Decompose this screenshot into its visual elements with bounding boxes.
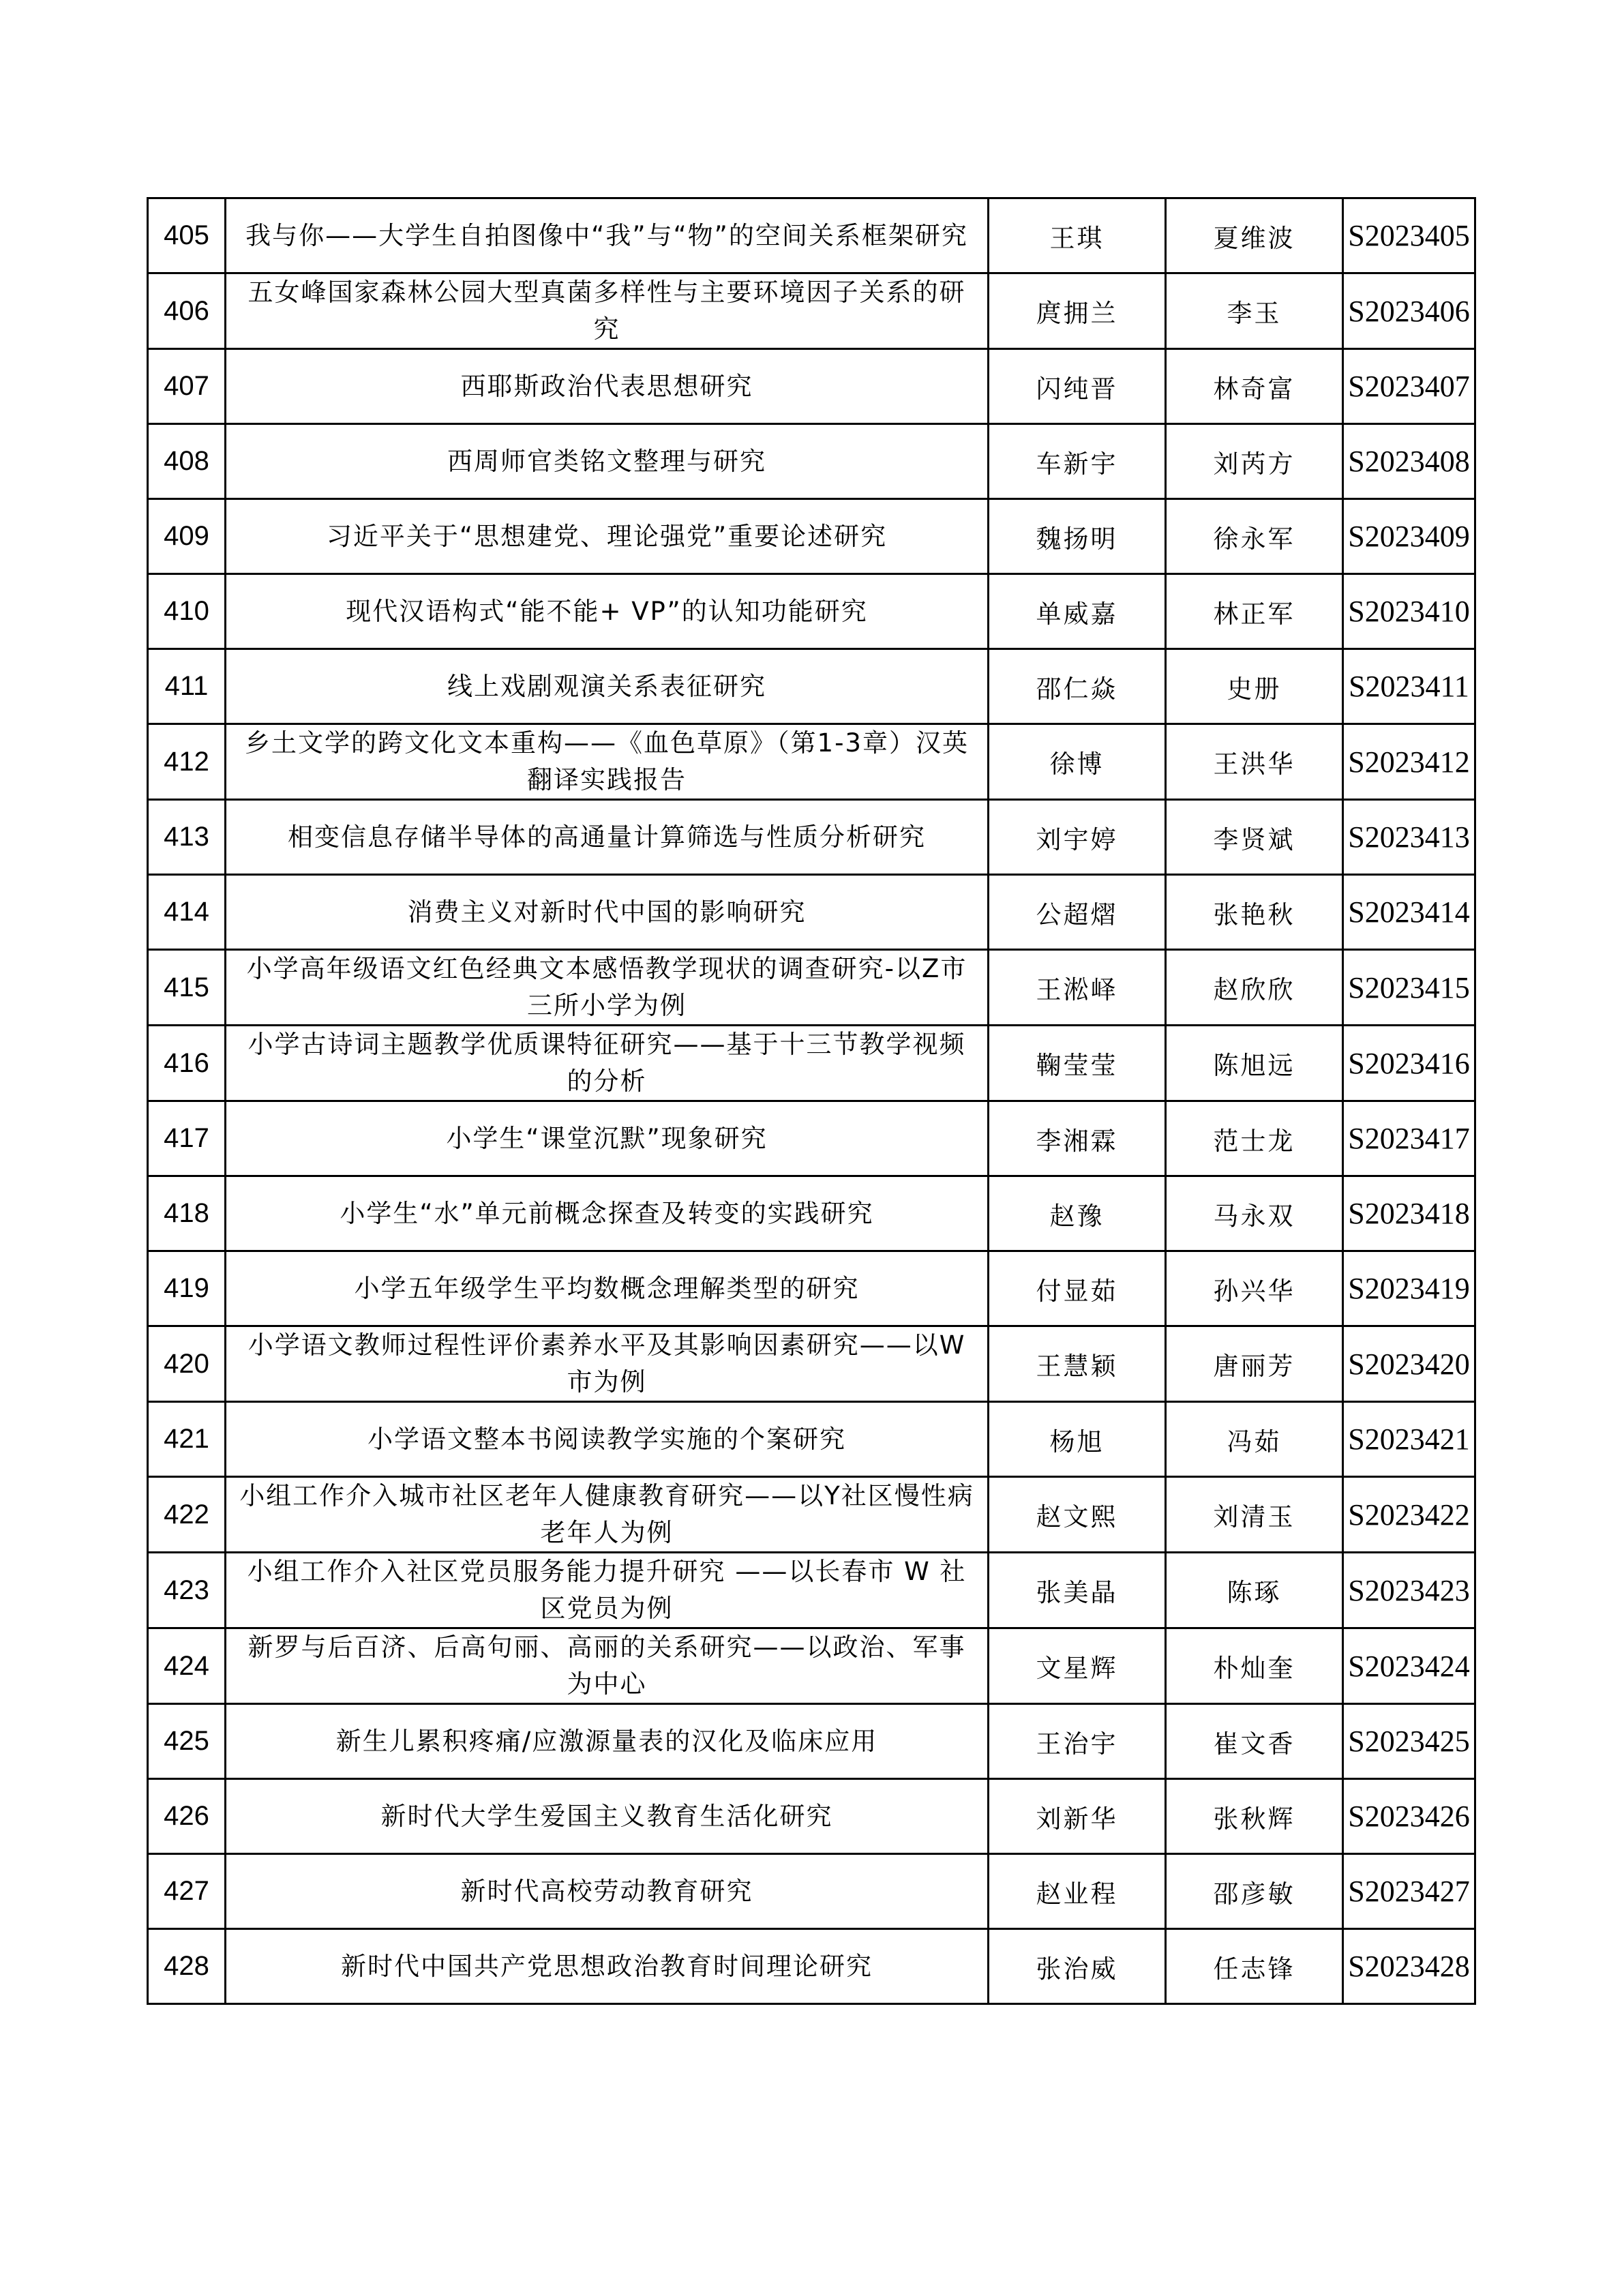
project-advisor: 邵彦敏 xyxy=(1213,1879,1295,1909)
project-number: 419 xyxy=(164,1273,209,1303)
project-code-cell xyxy=(1343,1326,1475,1402)
table-row xyxy=(148,800,1475,875)
project-number: 428 xyxy=(164,1951,209,1981)
project-name: 新罗与后百济、后高句丽、高丽的关系研究——以政治、军事为中心 xyxy=(247,1632,966,1699)
table-row xyxy=(148,1176,1475,1251)
project-advisor-cell xyxy=(1166,273,1343,349)
project-leader: 赵业程 xyxy=(1036,1879,1118,1909)
project-advisor-cell xyxy=(1166,349,1343,424)
project-number: 426 xyxy=(164,1801,209,1831)
project-advisor-cell xyxy=(1166,1176,1343,1251)
project-leader: 刘宇婷 xyxy=(1036,824,1118,854)
project-advisor-cell xyxy=(1166,1026,1343,1101)
project-name-cell xyxy=(226,800,989,875)
project-advisor: 孙兴华 xyxy=(1213,1276,1295,1306)
project-advisor-cell xyxy=(1166,1326,1343,1402)
table-row xyxy=(148,1026,1475,1101)
project-advisor: 王洪华 xyxy=(1213,749,1295,779)
project-name: 小学语文整本书阅读教学实施的个案研究 xyxy=(367,1424,846,1454)
project-leader: 徐博 xyxy=(1049,749,1105,779)
project-advisor: 陈琢 xyxy=(1227,1578,1282,1607)
project-advisor-cell xyxy=(1166,1251,1343,1326)
project-name: 五女峰国家森林公园大型真菌多样性与主要环境因子关系的研究 xyxy=(247,278,966,344)
project-number: 424 xyxy=(164,1650,209,1681)
project-advisor-cell xyxy=(1166,574,1343,649)
project-advisor: 徐永军 xyxy=(1213,524,1295,554)
project-advisor-cell xyxy=(1166,800,1343,875)
project-number: 417 xyxy=(164,1123,209,1153)
project-name: 小学高年级语文红色经典文本感悟教学现状的调查研究-以Z市三所小学为例 xyxy=(246,954,967,1020)
project-code: S2023420 xyxy=(1348,1347,1470,1381)
project-name: 新时代高校劳动教育研究 xyxy=(460,1876,753,1906)
project-leader: 庹拥兰 xyxy=(1036,299,1118,328)
project-name: 新时代大学生爱国主义教育生活化研究 xyxy=(380,1801,833,1831)
project-code-cell xyxy=(1343,424,1475,499)
project-number: 421 xyxy=(164,1424,209,1454)
project-number-cell xyxy=(148,1402,226,1477)
project-number: 413 xyxy=(164,822,209,852)
project-leader-cell xyxy=(989,574,1166,649)
table-body xyxy=(148,198,1475,2004)
project-code-cell xyxy=(1343,1704,1475,1779)
project-advisor: 夏维波 xyxy=(1213,223,1295,253)
project-code: S2023417 xyxy=(1348,1122,1470,1155)
project-number-cell xyxy=(148,1101,226,1176)
project-code-cell xyxy=(1343,800,1475,875)
project-name-cell xyxy=(226,1026,989,1101)
project-advisor: 刘清玉 xyxy=(1213,1502,1295,1532)
project-code: S2023413 xyxy=(1348,820,1470,854)
project-name-cell xyxy=(226,1779,989,1854)
project-leader-cell xyxy=(989,1628,1166,1704)
project-advisor: 范士龙 xyxy=(1213,1126,1295,1156)
project-code: S2023418 xyxy=(1348,1197,1470,1230)
project-code: S2023419 xyxy=(1348,1272,1470,1305)
project-advisor-cell xyxy=(1166,198,1343,273)
table-row xyxy=(148,649,1475,724)
project-number-cell xyxy=(148,1779,226,1854)
project-leader: 邵仁焱 xyxy=(1036,674,1118,704)
project-leader: 鞠莹莹 xyxy=(1036,1051,1118,1080)
project-leader: 魏扬明 xyxy=(1036,524,1118,554)
project-number-cell xyxy=(148,574,226,649)
project-name: 新时代中国共产党思想政治教育时间理论研究 xyxy=(341,1951,873,1981)
project-leader-cell xyxy=(989,1929,1166,2004)
project-name-cell xyxy=(226,1176,989,1251)
project-name-cell xyxy=(226,1251,989,1326)
project-number-cell xyxy=(148,1176,226,1251)
project-name: 乡土文学的跨文化文本重构——《血色草原》（第1-3章）汉英翻译实践报告 xyxy=(245,728,969,794)
project-number-cell xyxy=(148,1326,226,1402)
project-name: 线上戏剧观演关系表征研究 xyxy=(447,671,766,701)
project-name-cell xyxy=(226,198,989,273)
project-leader-cell xyxy=(989,1779,1166,1854)
project-code: S2023415 xyxy=(1348,970,1470,1004)
project-name: 新生儿累积疼痛/应激源量表的汉化及临床应用 xyxy=(335,1726,878,1756)
project-number: 411 xyxy=(164,671,209,701)
project-leader-cell xyxy=(989,1553,1166,1628)
project-name-cell xyxy=(226,1704,989,1779)
table-row xyxy=(148,1402,1475,1477)
project-code: S2023406 xyxy=(1348,294,1470,328)
project-advisor-cell xyxy=(1166,1929,1343,2004)
project-number-cell xyxy=(148,724,226,800)
project-number: 407 xyxy=(164,371,209,401)
project-advisor: 马永双 xyxy=(1213,1201,1295,1231)
project-name-cell xyxy=(226,950,989,1026)
project-number: 425 xyxy=(164,1726,209,1756)
project-leader-cell xyxy=(989,349,1166,424)
project-advisor-cell xyxy=(1166,875,1343,950)
project-name-cell xyxy=(226,1402,989,1477)
project-code: S2023408 xyxy=(1348,445,1470,478)
project-code-cell xyxy=(1343,1477,1475,1553)
table-row xyxy=(148,574,1475,649)
project-code: S2023425 xyxy=(1348,1725,1470,1758)
project-number-cell xyxy=(148,1026,226,1101)
project-leader-cell xyxy=(989,1704,1166,1779)
project-code-cell xyxy=(1343,1176,1475,1251)
project-number: 422 xyxy=(164,1499,209,1530)
table-row xyxy=(148,724,1475,800)
project-code-cell xyxy=(1343,1929,1475,2004)
project-name: 西耶斯政治代表思想研究 xyxy=(460,371,753,401)
project-leader: 刘新华 xyxy=(1036,1804,1118,1834)
project-number-cell xyxy=(148,1929,226,2004)
project-number-cell xyxy=(148,875,226,950)
project-number-cell xyxy=(148,1251,226,1326)
project-name-cell xyxy=(226,1929,989,2004)
project-number: 414 xyxy=(164,897,209,927)
project-leader-cell xyxy=(989,724,1166,800)
table-row xyxy=(148,1326,1475,1402)
project-leader-cell xyxy=(989,875,1166,950)
project-code-cell xyxy=(1343,349,1475,424)
table-row xyxy=(148,1779,1475,1854)
project-code: S2023427 xyxy=(1348,1875,1470,1908)
project-name-cell xyxy=(226,1477,989,1553)
project-name-cell xyxy=(226,574,989,649)
project-number-cell xyxy=(148,649,226,724)
project-list-table xyxy=(147,197,1476,2005)
project-name-cell xyxy=(226,1101,989,1176)
project-code: S2023410 xyxy=(1348,595,1470,628)
project-leader: 赵豫 xyxy=(1049,1201,1105,1231)
table-row xyxy=(148,1704,1475,1779)
project-name: 相变信息存储半导体的高通量计算筛选与性质分析研究 xyxy=(288,822,926,852)
project-number-cell xyxy=(148,1553,226,1628)
project-code: S2023412 xyxy=(1348,745,1470,779)
project-leader-cell xyxy=(989,1176,1166,1251)
project-leader-cell xyxy=(989,1402,1166,1477)
project-advisor-cell xyxy=(1166,1704,1343,1779)
project-code: S2023423 xyxy=(1348,1573,1470,1607)
project-code: S2023411 xyxy=(1349,670,1469,703)
project-name-cell xyxy=(226,499,989,574)
project-number: 427 xyxy=(164,1876,209,1906)
project-name: 西周师官类铭文整理与研究 xyxy=(447,446,766,476)
project-advisor: 林奇富 xyxy=(1213,374,1295,404)
project-advisor: 朴灿奎 xyxy=(1213,1654,1295,1683)
project-leader: 公超熠 xyxy=(1036,899,1118,929)
table-row xyxy=(148,1628,1475,1704)
project-leader-cell xyxy=(989,1026,1166,1101)
project-number-cell xyxy=(148,950,226,1026)
project-advisor: 陈旭远 xyxy=(1213,1051,1295,1080)
project-name-cell xyxy=(226,1854,989,1929)
project-advisor: 林正军 xyxy=(1213,599,1295,629)
project-advisor-cell xyxy=(1166,424,1343,499)
project-leader-cell xyxy=(989,1326,1166,1402)
project-name: 小学生“水”单元前概念探查及转变的实践研究 xyxy=(340,1198,874,1228)
project-number: 412 xyxy=(164,746,209,777)
project-code: S2023409 xyxy=(1348,520,1470,553)
project-code-cell xyxy=(1343,1854,1475,1929)
table-row xyxy=(148,1553,1475,1628)
project-advisor: 任志锋 xyxy=(1213,1954,1295,1984)
table-row xyxy=(148,950,1475,1026)
project-code-cell xyxy=(1343,1026,1475,1101)
project-code: S2023421 xyxy=(1348,1422,1470,1456)
project-number: 408 xyxy=(164,446,209,476)
project-leader-cell xyxy=(989,1854,1166,1929)
project-code-cell xyxy=(1343,198,1475,273)
project-number: 420 xyxy=(164,1348,209,1379)
project-code-cell xyxy=(1343,1101,1475,1176)
project-advisor-cell xyxy=(1166,1628,1343,1704)
project-advisor-cell xyxy=(1166,1553,1343,1628)
project-number-cell xyxy=(148,1704,226,1779)
project-leader-cell xyxy=(989,1477,1166,1553)
project-name: 现代汉语构式“能不能+ VP”的认知功能研究 xyxy=(346,596,868,626)
project-number-cell xyxy=(148,424,226,499)
project-number-cell xyxy=(148,1628,226,1704)
project-advisor-cell xyxy=(1166,950,1343,1026)
project-advisor-cell xyxy=(1166,649,1343,724)
project-advisor: 张秋辉 xyxy=(1213,1804,1295,1834)
project-code-cell xyxy=(1343,273,1475,349)
project-name: 我与你——大学生自拍图像中“我”与“物”的空间关系框架研究 xyxy=(245,220,968,250)
table-row xyxy=(148,1477,1475,1553)
table-row xyxy=(148,424,1475,499)
project-number-cell xyxy=(148,198,226,273)
project-leader-cell xyxy=(989,424,1166,499)
project-code: S2023407 xyxy=(1348,370,1470,403)
project-number: 405 xyxy=(164,220,209,250)
project-leader: 张美晶 xyxy=(1036,1578,1118,1607)
project-code: S2023405 xyxy=(1348,219,1470,252)
project-advisor-cell xyxy=(1166,1101,1343,1176)
project-code-cell xyxy=(1343,875,1475,950)
project-advisor: 刘芮方 xyxy=(1213,449,1295,479)
project-advisor-cell xyxy=(1166,1477,1343,1553)
table-row xyxy=(148,273,1475,349)
project-leader: 闪纯晋 xyxy=(1036,374,1118,404)
project-name-cell xyxy=(226,349,989,424)
table-row xyxy=(148,1251,1475,1326)
project-number: 410 xyxy=(164,596,209,626)
project-name: 小学生“课堂沉默”现象研究 xyxy=(446,1123,768,1153)
project-leader-cell xyxy=(989,800,1166,875)
project-advisor: 冯茹 xyxy=(1227,1427,1282,1457)
project-code: S2023426 xyxy=(1348,1800,1470,1833)
table-row xyxy=(148,875,1475,950)
project-leader-cell xyxy=(989,499,1166,574)
project-advisor-cell xyxy=(1166,1402,1343,1477)
project-code-cell xyxy=(1343,1251,1475,1326)
project-leader: 王慧颖 xyxy=(1036,1352,1118,1381)
table-row xyxy=(148,1929,1475,2004)
project-advisor-cell xyxy=(1166,724,1343,800)
project-number: 406 xyxy=(164,295,209,326)
table-row xyxy=(148,499,1475,574)
project-code-cell xyxy=(1343,724,1475,800)
project-leader: 付显茹 xyxy=(1036,1276,1118,1306)
project-name: 消费主义对新时代中国的影响研究 xyxy=(407,897,807,927)
project-code-cell xyxy=(1343,1628,1475,1704)
project-number-cell xyxy=(148,1477,226,1553)
project-leader: 王治宇 xyxy=(1036,1729,1118,1759)
project-name: 小学古诗词主题教学优质课特征研究——基于十三节教学视频的分析 xyxy=(247,1030,966,1096)
project-number-cell xyxy=(148,800,226,875)
project-leader-cell xyxy=(989,273,1166,349)
project-number: 409 xyxy=(164,521,209,551)
project-leader: 王淞峄 xyxy=(1036,975,1118,1004)
project-name-cell xyxy=(226,424,989,499)
table-row xyxy=(148,349,1475,424)
project-name-cell xyxy=(226,273,989,349)
project-code: S2023414 xyxy=(1348,895,1470,929)
project-code-cell xyxy=(1343,1553,1475,1628)
project-name-cell xyxy=(226,875,989,950)
project-code-cell xyxy=(1343,1402,1475,1477)
table-row xyxy=(148,1854,1475,1929)
project-name: 习近平关于“思想建党、理论强党”重要论述研究 xyxy=(326,521,888,551)
project-advisor: 李贤斌 xyxy=(1213,824,1295,854)
project-leader: 单威嘉 xyxy=(1036,599,1118,629)
project-leader-cell xyxy=(989,950,1166,1026)
project-number-cell xyxy=(148,1854,226,1929)
project-leader: 王琪 xyxy=(1049,223,1105,253)
project-number: 418 xyxy=(164,1198,209,1228)
project-code-cell xyxy=(1343,950,1475,1026)
project-code: S2023422 xyxy=(1348,1497,1470,1532)
project-name: 小学语文教师过程性评价素养水平及其影响因素研究——以W市为例 xyxy=(247,1330,966,1397)
project-advisor: 崔文香 xyxy=(1213,1729,1295,1759)
project-name-cell xyxy=(226,1553,989,1628)
project-code: S2023424 xyxy=(1348,1649,1470,1683)
project-advisor-cell xyxy=(1166,499,1343,574)
project-code-cell xyxy=(1343,649,1475,724)
project-advisor: 史册 xyxy=(1227,674,1282,704)
project-name: 小组工作介入城市社区老年人健康教育研究——以Y社区慢性病老年人为例 xyxy=(239,1481,974,1547)
project-leader-cell xyxy=(989,198,1166,273)
project-name-cell xyxy=(226,1628,989,1704)
project-leader-cell xyxy=(989,1101,1166,1176)
project-name-cell xyxy=(226,649,989,724)
project-code-cell xyxy=(1343,574,1475,649)
project-leader-cell xyxy=(989,649,1166,724)
project-number: 423 xyxy=(164,1575,209,1605)
project-number: 415 xyxy=(164,972,209,1002)
project-leader: 车新宇 xyxy=(1036,449,1118,479)
project-leader: 赵文熙 xyxy=(1036,1502,1118,1532)
project-name-cell xyxy=(226,724,989,800)
table-row xyxy=(148,198,1475,273)
project-leader: 文星辉 xyxy=(1036,1654,1118,1683)
project-name: 小学五年级学生平均数概念理解类型的研究 xyxy=(354,1273,860,1303)
project-code: S2023416 xyxy=(1348,1046,1470,1080)
project-advisor: 李玉 xyxy=(1227,299,1282,328)
project-code: S2023428 xyxy=(1348,1950,1470,1983)
project-advisor: 张艳秋 xyxy=(1213,899,1295,929)
project-number-cell xyxy=(148,499,226,574)
project-advisor: 唐丽芳 xyxy=(1213,1352,1295,1381)
project-advisor-cell xyxy=(1166,1779,1343,1854)
project-name-cell xyxy=(226,1326,989,1402)
project-leader: 杨旭 xyxy=(1049,1427,1105,1457)
project-code-cell xyxy=(1343,499,1475,574)
project-number: 416 xyxy=(164,1047,209,1078)
project-leader-cell xyxy=(989,1251,1166,1326)
project-advisor: 赵欣欣 xyxy=(1213,975,1295,1004)
project-advisor-cell xyxy=(1166,1854,1343,1929)
project-code-cell xyxy=(1343,1779,1475,1854)
project-name: 小组工作介入社区党员服务能力提升研究 ——以长春市 W 社区党员为例 xyxy=(247,1557,967,1623)
project-number-cell xyxy=(148,273,226,349)
project-leader: 李湘霖 xyxy=(1036,1126,1118,1156)
table-row xyxy=(148,1101,1475,1176)
project-leader: 张治威 xyxy=(1036,1954,1118,1984)
project-number-cell xyxy=(148,349,226,424)
